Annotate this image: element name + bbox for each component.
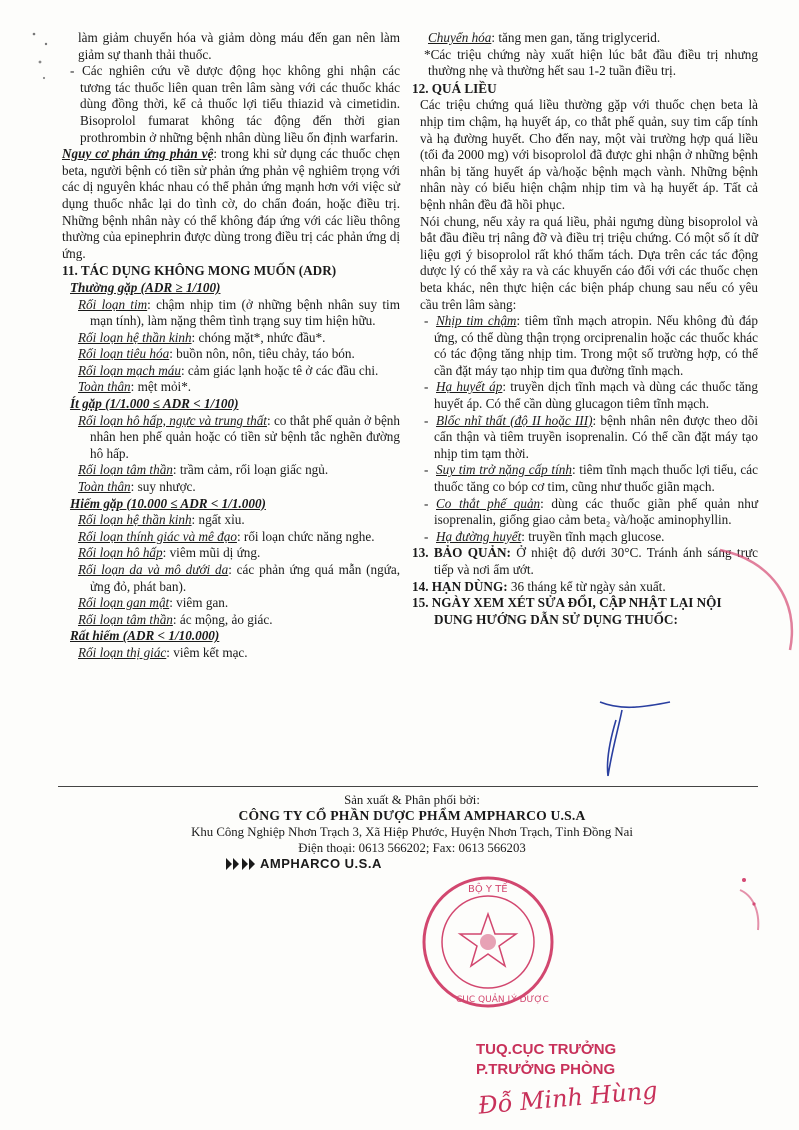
anaphylaxis-para: Nguy cơ phản ứng phản vệ: trong khi sử dụng các thuốc chẹn beta, người bệnh có tiền sử phản ứng phản vệ nghiêm trọng với các dị nguyên khác nhau có thể phản ứng mạnh hơn với việc sử dụng thuốc nhắc lại do tình cờ, do chẩn đoán, hoặc điều trị. Những bệnh nhân này có thể không đáp ứng với các liều thông thường của epinephrin được dùng trong điều trị các phản ứng dị ứng.	[62, 146, 401, 261]
manufacturer-block	[62, 792, 762, 856]
overdose-measure: - Hạ huyết áp: truyền dịch tĩnh mạch và dùng các thuốc tăng huyết áp. Có thể cần dùng glucagon tiêm tĩnh mạch.	[424, 379, 758, 412]
section-15: 15. NGÀY XEM XÉT SỬA ĐỔI, CẬP NHẬT LẠI NỘI DUNG HƯỚNG DẪN SỬ DỤNG THUỐC:	[412, 595, 722, 627]
common-heading: Thường gặp (ADR ≥ 1/100)	[70, 279, 221, 295]
right-column	[412, 30, 758, 628]
adr-item: Rối loạn hệ thần kinh: ngất xỉu.	[78, 512, 245, 528]
uncommon-heading: Ít gặp (1/1.000 ≤ ADR < 1/100)	[70, 396, 239, 412]
overdose-measure: - Suy tim trở nặng cấp tính: tiêm tĩnh mạch thuốc lợi tiểu, các thuốc tăng co bóp cơ tim, cũng như thuốc giãn mạch.	[424, 462, 758, 495]
adr-item: Rối loạn thị giác: viêm kết mạc.	[78, 644, 248, 660]
adr-item: Rối loạn da và mô dưới da: các phản ứng quá mẫn (ngứa, ửng đỏ, phát ban).	[78, 562, 400, 594]
left-column	[62, 30, 400, 662]
ministry-seal-icon	[418, 872, 558, 1012]
brand-logo-icon	[226, 858, 256, 870]
adr-item: Rối loạn hệ thần kinh: chóng mặt*, nhức đầu*.	[78, 329, 326, 345]
signature-line-1: TUQ.CỤC TRƯỞNG	[476, 1041, 617, 1058]
section-14: 14. HẠN DÙNG: 36 tháng kể từ ngày sản xuất.	[412, 578, 666, 594]
overdose-measure: - Co thắt phế quản: dùng các thuốc giãn phế quản như isoprenalin, giống giao cảm beta₂ và/hoặc aminophyllin.	[424, 495, 758, 528]
stamp-stars-mark	[732, 850, 772, 940]
brand-logo	[226, 856, 382, 871]
adr-item: Rối loạn hô hấp, ngực và trung thất: co thắt phế quản ở bệnh nhân hen phế quản hoặc có tiền sử bệnh tắc nghẽn đường hô hấp.	[78, 412, 400, 461]
section-11-heading: 11. TÁC DỤNG KHÔNG MONG MUỐN (ADR)	[62, 263, 337, 279]
overdose-measure: - Blốc nhĩ thất (độ II hoặc III): bệnh nhân nên được theo dõi cẩn thận và tiêm truyền isoprenalin. Có thể cần đặt máy tạo nhịp tim tạm thời.	[424, 412, 758, 461]
scan-marks	[26, 26, 56, 86]
signature-title	[476, 1040, 616, 1080]
adr-item: Toàn thân: mệt mỏi*.	[78, 379, 192, 395]
seal-text-top: BỘ Y TẾ	[468, 884, 508, 895]
signature-line-2: P.TRƯỞNG PHÒNG	[476, 1061, 616, 1078]
rare-heading: Hiếm gặp (10.000 ≤ ADR < 1/1.000)	[70, 495, 266, 511]
overdose-measure: - Hạ đường huyết: truyền tĩnh mạch glucose.	[424, 528, 665, 544]
adr-item: Rối loạn hô hấp: viêm mũi dị ứng.	[78, 545, 261, 561]
section-12-heading: 12. QUÁ LIỀU	[412, 80, 497, 96]
interaction-continued: làm giảm chuyển hóa và giảm dòng máu đến gan nên làm giảm sự thanh thải thuốc.	[78, 30, 400, 62]
brand-name: AMPHARCO U.S.A	[260, 856, 382, 871]
seal-text-bottom: CỤC QUẢN LÝ DƯỢC	[456, 995, 549, 1005]
adr-footnote: *Các triệu chứng này xuất hiện lúc bắt đầu điều trị nhưng thường nhẹ và thường hết sau 1-2 tuần điều trị.	[424, 46, 758, 79]
stamp-arc-mark	[710, 540, 799, 660]
footer-divider	[58, 786, 758, 787]
very-rare-heading: Rất hiếm (ADR < 1/10.000)	[70, 628, 220, 644]
adr-item: Rối loạn gan mật: viêm gan.	[78, 595, 229, 611]
interaction-pk: - Các nghiên cứu về dược động học không ghi nhận các tương tác thuốc liên quan trên lâm sàng với các thuốc khác dùng đồng thời, kể cả thuốc lợi tiểu thiazid và cimetidin. Bisoprolol fumarat không tác động đến thời gian prothrombin ở những bệnh nhân dùng liều ổn định warfarin.	[70, 63, 400, 145]
manufacturer-label: Sản xuất & Phân phối bởi:	[344, 793, 480, 807]
adr-item: Rối loạn tim: chậm nhịp tim (ở những bệnh nhân suy tim mạn tính), làm nặng thêm tình trạng suy tim hiện hữu.	[78, 296, 400, 329]
adr-item: Rối loạn tiêu hóa: buồn nôn, nôn, tiêu chảy, táo bón.	[78, 346, 355, 362]
company-phone: Điện thoại: 0613 566202; Fax: 0613 566203	[298, 841, 526, 855]
pen-mark	[560, 700, 690, 780]
signature-name: Đỗ Minh Hùng	[477, 1076, 659, 1120]
adr-item: Rối loạn tâm thần: trầm cảm, rối loạn giấc ngủ.	[78, 462, 329, 478]
adr-item: Rối loạn mạch máu: cảm giác lạnh hoặc tê ở các đầu chi.	[78, 362, 379, 378]
company-address: Khu Công Nghiệp Nhơn Trạch 3, Xã Hiệp Phước, Huyện Nhơn Trạch, Tỉnh Đồng Nai	[191, 825, 633, 839]
adr-item: Toàn thân: suy nhược.	[78, 479, 196, 495]
adr-item: Rối loạn thính giác và mê đạo: rối loạn chức năng nghe.	[78, 528, 375, 544]
overdose-measure: - Nhịp tim chậm: tiêm tĩnh mạch atropin. Nếu không đủ đáp ứng, có thể dùng thận trọng orciprenalin hoặc các thuốc khác có tác động tăng nhịp tim. Trong một số trường hợp, có thể cần đặt máy tạo nhịp tim qua đường tĩnh mạch.	[424, 313, 758, 378]
overdose-para-1: Các triệu chứng quá liều thường gặp với thuốc chẹn beta là nhịp tim chậm, hạ huyết áp, co thắt phế quản, suy tim cấp tính và hạ đường huyết. Cho đến nay, một vài trường hợp quá liều (tối đa 2000 mg) với bisoprolol đã được ghi nhận ở những bệnh nhân bị tăng huyết áp và/hoặc bệnh mạch vành. Những bệnh nhân này có biểu hiện chậm nhịp tim và hạ huyết áp. Tất cả bệnh nhân đều đã hồi phục.	[420, 97, 758, 212]
section-13: 13. BẢO QUẢN: Ở nhiệt độ dưới 30°C. Tránh ánh sáng trực tiếp và nơi ẩm ướt.	[412, 545, 758, 577]
metabolism-item: Chuyển hóa: tăng men gan, tăng triglycerid.	[428, 30, 661, 45]
adr-item: Rối loạn tâm thần: ác mộng, ảo giác.	[78, 611, 273, 627]
company-name: CÔNG TY CỔ PHẦN DƯỢC PHẨM AMPHARCO U.S.A	[238, 808, 586, 823]
overdose-para-2: Nói chung, nếu xảy ra quá liều, phải ngưng dùng bisoprolol và bắt đầu điều trị nâng đỡ và điều trị triệu chứng. Có một số ít dữ liệu gợi ý bisoprolol rất khó thẩm tách. Dựa trên các tác động dược lý có thể xảy ra và các khuyến cáo đối với các thuốc chẹn beta khác, nên thực hiện các biện pháp chung sau nếu có yêu cầu trên lâm sàng:	[420, 213, 758, 312]
